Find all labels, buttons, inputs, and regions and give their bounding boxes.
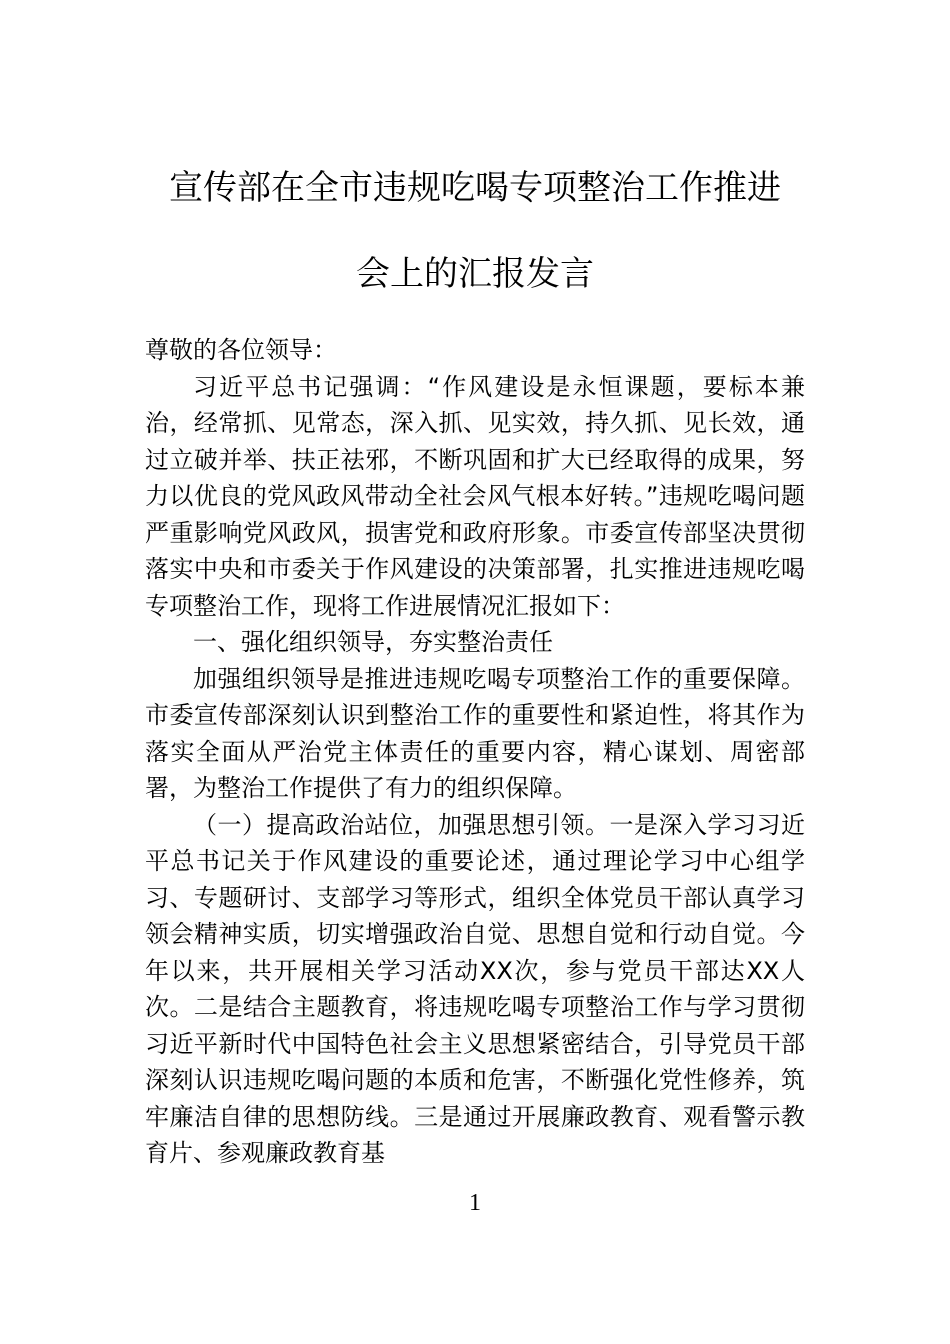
title-line-1: 宣传部在全市违规吃喝专项整治工作推进 <box>169 168 781 208</box>
document-body <box>145 332 805 1172</box>
document-title <box>110 165 840 337</box>
paragraph-section-1: 加强组织领导是推进违规吃喝专项整治工作的重要保障。市委宣传部深刻认识到整治工作的重要性和紧迫性，将其作为落实全面从严治党主体责任的重要内容，精心谋划、周密部署，为整治工作提供了有力的组织保障。 <box>145 664 805 802</box>
salutation: 尊敬的各位领导： <box>145 336 337 364</box>
paragraph-subsection-1: （一）提高政治站位，加强思想引领。一是深入学习习近平总书记关于作风建设的重要论述，通过理论学习中心组学习、专题研讨、支部学习等形式，组织全体党员干部认真学习领会精神实质，切实增强政治自觉、思想自觉和行动自觉。今年以来，共开展相关学习活动XX次，参与党员干部达XX人次。二是结合主题教育，将违规吃喝专项整治工作与学习贯彻习近平新时代中国特色社会主义思想紧密结合，引导党员干部深刻认识违规吃喝问题的本质和危害，不断强化党性修养，筑牢廉洁自律的思想防线。三是通过开展廉政教育、观看警示教育片、参观廉政教育基 <box>145 810 805 1167</box>
paragraph-intro: 习近平总书记强调：“作风建设是永恒课题，要标本兼治，经常抓、见常态，深入抓、见实效，持久抓、见长效，通过立破并举、扶正祛邪，不断巩固和扩大已经取得的成果，努力以优良的党风政风带动全社会风气根本好转。”违规吃喝问题严重影响党风政风，损害党和政府形象。市委宣传部坚决贯彻落实中央和市委关于作风建设的决策部署，扎实推进违规吃喝专项整治工作，现将工作进展情况汇报如下： <box>145 372 805 620</box>
title-line-2: 会上的汇报发言 <box>356 254 594 294</box>
section-heading-1: 一、强化组织领导，夯实整治责任 <box>193 628 553 656</box>
page-number: 1 <box>469 1190 481 1216</box>
